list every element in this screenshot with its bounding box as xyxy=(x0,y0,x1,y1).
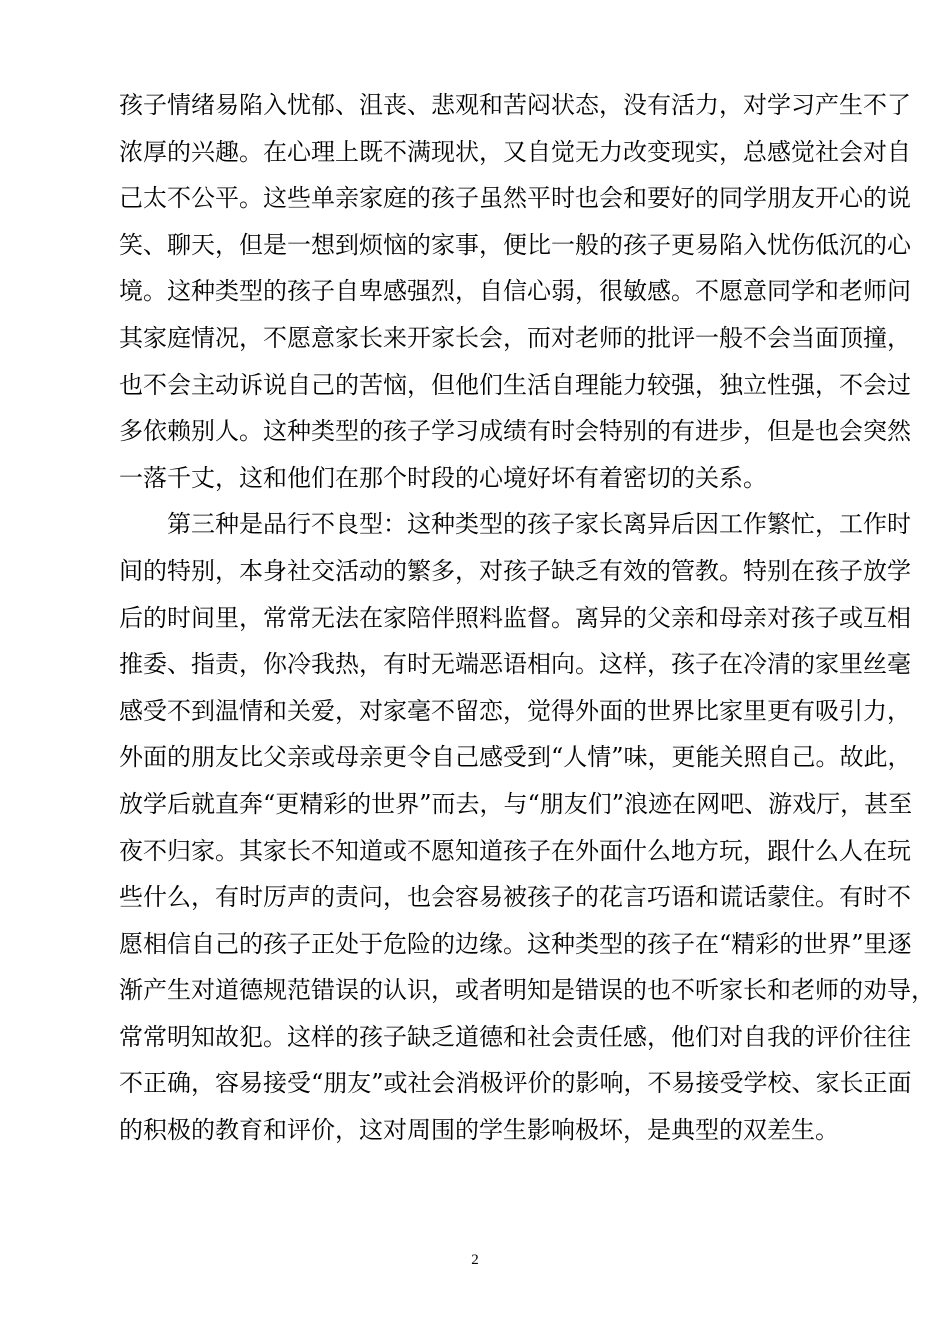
text-line: 多依赖别人。这种类型的孩子学习成绩有时会特别的有进步，但是也会突然 xyxy=(119,417,911,446)
text-line: 感受不到温情和关爱，对家毫不留恋，觉得外面的世界比家里更有吸引力， xyxy=(119,696,911,725)
body-text xyxy=(119,82,935,1154)
text-line: 愿相信自己的孩子正处于危险的边缘。这种类型的孩子在“精彩的世界”里逐 xyxy=(119,929,912,958)
text-line: 推委、指责，你冷我热，有时无端恶语相向。这样，孩子在冷清的家里丝毫 xyxy=(119,650,911,679)
text-line: 孩子情绪易陷入忧郁、沮丧、悲观和苦闷状态，没有活力，对学习产生不了 xyxy=(119,91,911,119)
text-line: 夜不归家。其家长不知道或不愿知道孩子在外面什么地方玩，跟什么人在玩 xyxy=(119,836,911,865)
paragraph-2 xyxy=(119,501,935,1153)
text-line: 渐产生对道德规范错误的认识，或者明知是错误的也不听家长和老师的劝导， xyxy=(119,976,935,1005)
paragraph-1 xyxy=(119,82,911,501)
text-line: 境。这种类型的孩子自卑感强烈，自信心弱，很敏感。不愿意同学和老师问 xyxy=(119,277,911,306)
text-line: 间的特别，本身社交活动的繁多，对孩子缺乏有效的管教。特别在孩子放学 xyxy=(119,556,911,585)
text-line: 外面的朋友比父亲或母亲更令自己感受到“人情”味，更能关照自己。故此， xyxy=(119,743,912,772)
text-line: 放学后就直奔“更精彩的世界”而去，与“朋友们”浪迹在网吧、游戏厅，甚至 xyxy=(119,789,913,818)
text-line: 常常明知故犯。这样的孩子缺乏道德和社会责任感，他们对自我的评价往往 xyxy=(119,1022,911,1051)
text-line: 不正确，容易接受“朋友”或社会消极评价的影响，不易接受学校、家长正面 xyxy=(119,1069,912,1098)
text-line: 第三种是品行不良型：这种类型的孩子家长离异后因工作繁忙，工作时 xyxy=(167,510,911,539)
text-line: 后的时间里，常常无法在家陪伴照料监督。离异的父亲和母亲对孩子或互相 xyxy=(119,603,911,632)
text-line: 一落千丈，这和他们在那个时段的心境好坏有着密切的关系。 xyxy=(119,463,767,492)
text-line: 些什么，有时厉声的责问，也会容易被孩子的花言巧语和谎话蒙住。有时不 xyxy=(119,883,911,912)
text-line: 笑、聊天，但是一想到烦恼的家事，便比一般的孩子更易陷入忧伤低沉的心 xyxy=(119,230,911,259)
text-line: 浓厚的兴趣。在心理上既不满现状，又自觉无力改变现实，总感觉社会对自 xyxy=(119,137,911,166)
text-line: 其家庭情况，不愿意家长来开家长会，而对老师的批评一般不会当面顶撞， xyxy=(119,323,911,352)
text-line: 也不会主动诉说自己的苦恼，但他们生活自理能力较强，独立性强，不会过 xyxy=(119,370,911,399)
text-line: 己太不公平。这些单亲家庭的孩子虽然平时也会和要好的同学朋友开心的说 xyxy=(119,184,911,213)
page-number: 2 xyxy=(471,1252,479,1268)
text-line: 的积极的教育和评价，这对周围的学生影响极坏，是典型的双差生。 xyxy=(119,1116,839,1145)
